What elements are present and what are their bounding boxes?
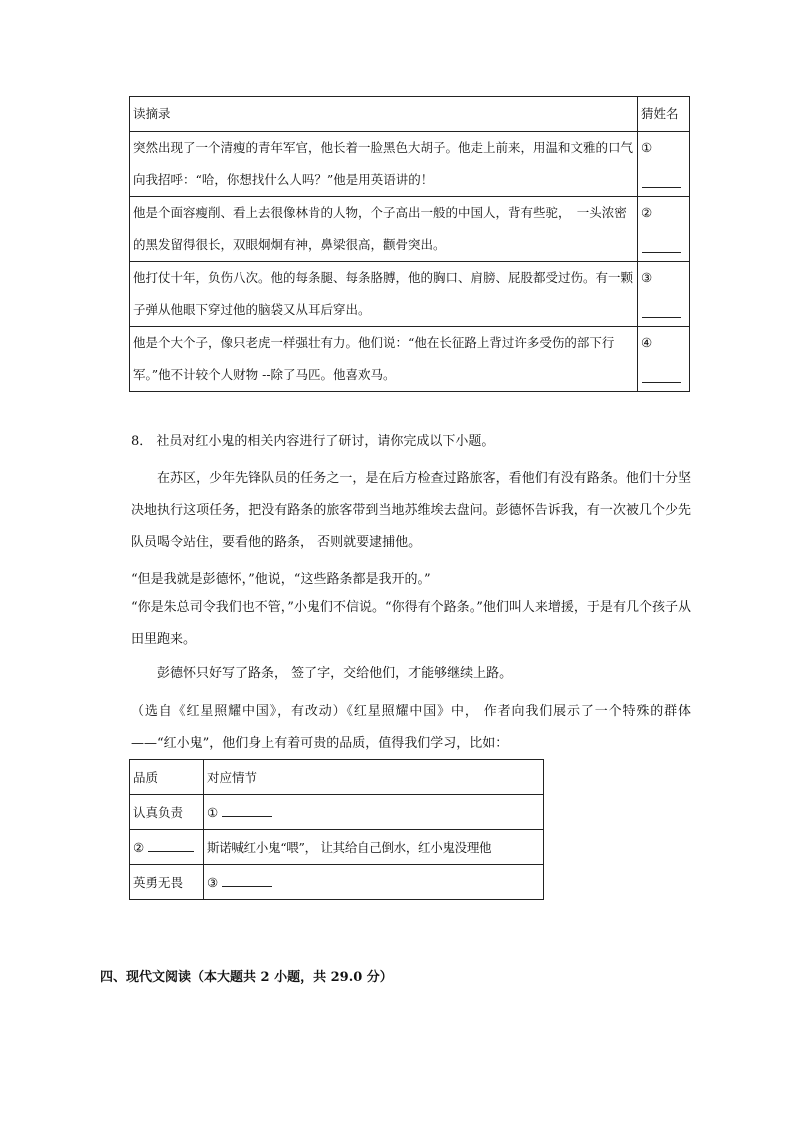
answer-number: ③ (207, 875, 219, 890)
excerpt-cell (130, 327, 638, 392)
plot-cell[interactable] (204, 795, 544, 830)
excerpt-text: 他打仗十年，负伤八次。他的每条腿、每条胳膊，他的胸口、肩膀、屁股都受过伤。有一颗子弹从他眼下穿过他的脑袋又从耳后穿出。 (133, 270, 634, 317)
table-row (130, 830, 544, 865)
answer-blank[interactable] (642, 187, 681, 188)
table-row (130, 132, 690, 197)
header-quality: 品质 (130, 760, 204, 795)
plot-cell[interactable] (204, 865, 544, 900)
answer-blank[interactable] (222, 804, 272, 817)
answer-number: ③ (641, 270, 653, 285)
answer-blank[interactable] (222, 874, 272, 887)
answer-blank[interactable] (642, 382, 681, 383)
source-and-prompt: （选自《红星照耀中国》，有改动）《红星照耀中国》中， 作者向我们展示了一个特殊的群体——“红小鬼”，他们身上有着可贵的品质，值得我们学习，比如： (131, 704, 691, 751)
quality-cell: 英勇无畏 (130, 865, 204, 900)
answer-cell[interactable] (638, 327, 690, 392)
plot-cell: 斯诺喊红小鬼“喂”， 让其给自己倒水，红小鬼没理他 (204, 830, 544, 865)
header-guess-name: 猜姓名 (638, 97, 690, 132)
answer-number: ① (641, 140, 653, 155)
quality-cell[interactable] (130, 830, 204, 865)
table-row (130, 795, 544, 830)
answer-blank[interactable] (642, 252, 681, 253)
excerpt-text: 突然出现了一个清瘦的青年军官，他长着一脸黑色大胡子。他走上前来，用温和文雅的口气向我招呼：“哈，你想找什么人吗？”他是用英语讲的！ (133, 140, 634, 187)
table-row (130, 865, 544, 900)
question-8-title: 8． 社员对红小鬼的相关内容进行了研讨，请你完成以下小题。 (131, 434, 495, 449)
section-heading: 四、现代文阅读（本大题共 2 小题，共 29.0 分） (100, 970, 393, 985)
excerpt-text: 他是个面容瘦削、看上去很像林肯的人物，个子高出一般的中国人，背有些驼， 一头浓密的黑发留得很长，双眼炯炯有神，鼻梁很高，颧骨突出。 (133, 205, 627, 252)
story-paragraph: 在苏区，少年先锋队员的任务之一，是在后方检查过路旅客，看他们有没有路条。他们十分坚决地执行这项任务，把没有路条的旅客带到当地苏维埃去盘问。彭德怀告诉我，有一次被几个少先队员喝令站住，要看他的路条， 否则就要逮捕他。 (131, 471, 691, 550)
answer-cell[interactable] (638, 197, 690, 262)
answer-cell[interactable] (638, 132, 690, 197)
answer-cell[interactable] (638, 262, 690, 327)
header-excerpt: 读摘录 (130, 97, 638, 132)
excerpt-cell (130, 262, 638, 327)
excerpt-cell (130, 132, 638, 197)
quality-cell: 认真负责 (130, 795, 204, 830)
table-row (130, 327, 690, 392)
answer-blank[interactable] (642, 317, 681, 318)
table-row (130, 262, 690, 327)
answer-blank[interactable] (148, 839, 194, 852)
table-header-row (130, 760, 544, 795)
story-paragraph: 彭德怀只好写了路条， 签了字，交给他们，才能够继续上路。 (157, 666, 513, 681)
quality-table (129, 759, 544, 900)
table-header-row (130, 97, 690, 132)
answer-number: ② (133, 840, 145, 855)
table-row (130, 197, 690, 262)
excerpt-cell (130, 197, 638, 262)
answer-number: ④ (641, 335, 653, 350)
answer-number: ② (641, 205, 653, 220)
story-dialogue: “你是朱总司令我们也不管，”小鬼们不信说。“你得有个路条。”他们叫人来增援，于是有几个孩子从田里跑来。 (131, 600, 691, 647)
header-plot: 对应情节 (204, 760, 544, 795)
excerpt-text: 他是个大个子，像只老虎一样强壮有力。他们说：“他在长征路上背过许多受伤的部下行军。”他不计较个人财物 --除了马匹。他喜欢马。 (133, 335, 615, 382)
name-guess-table (129, 96, 690, 392)
answer-number: ① (207, 805, 219, 820)
story-dialogue: “但是我就是彭德怀，”他说，“这些路条都是我开的。” (131, 572, 431, 587)
